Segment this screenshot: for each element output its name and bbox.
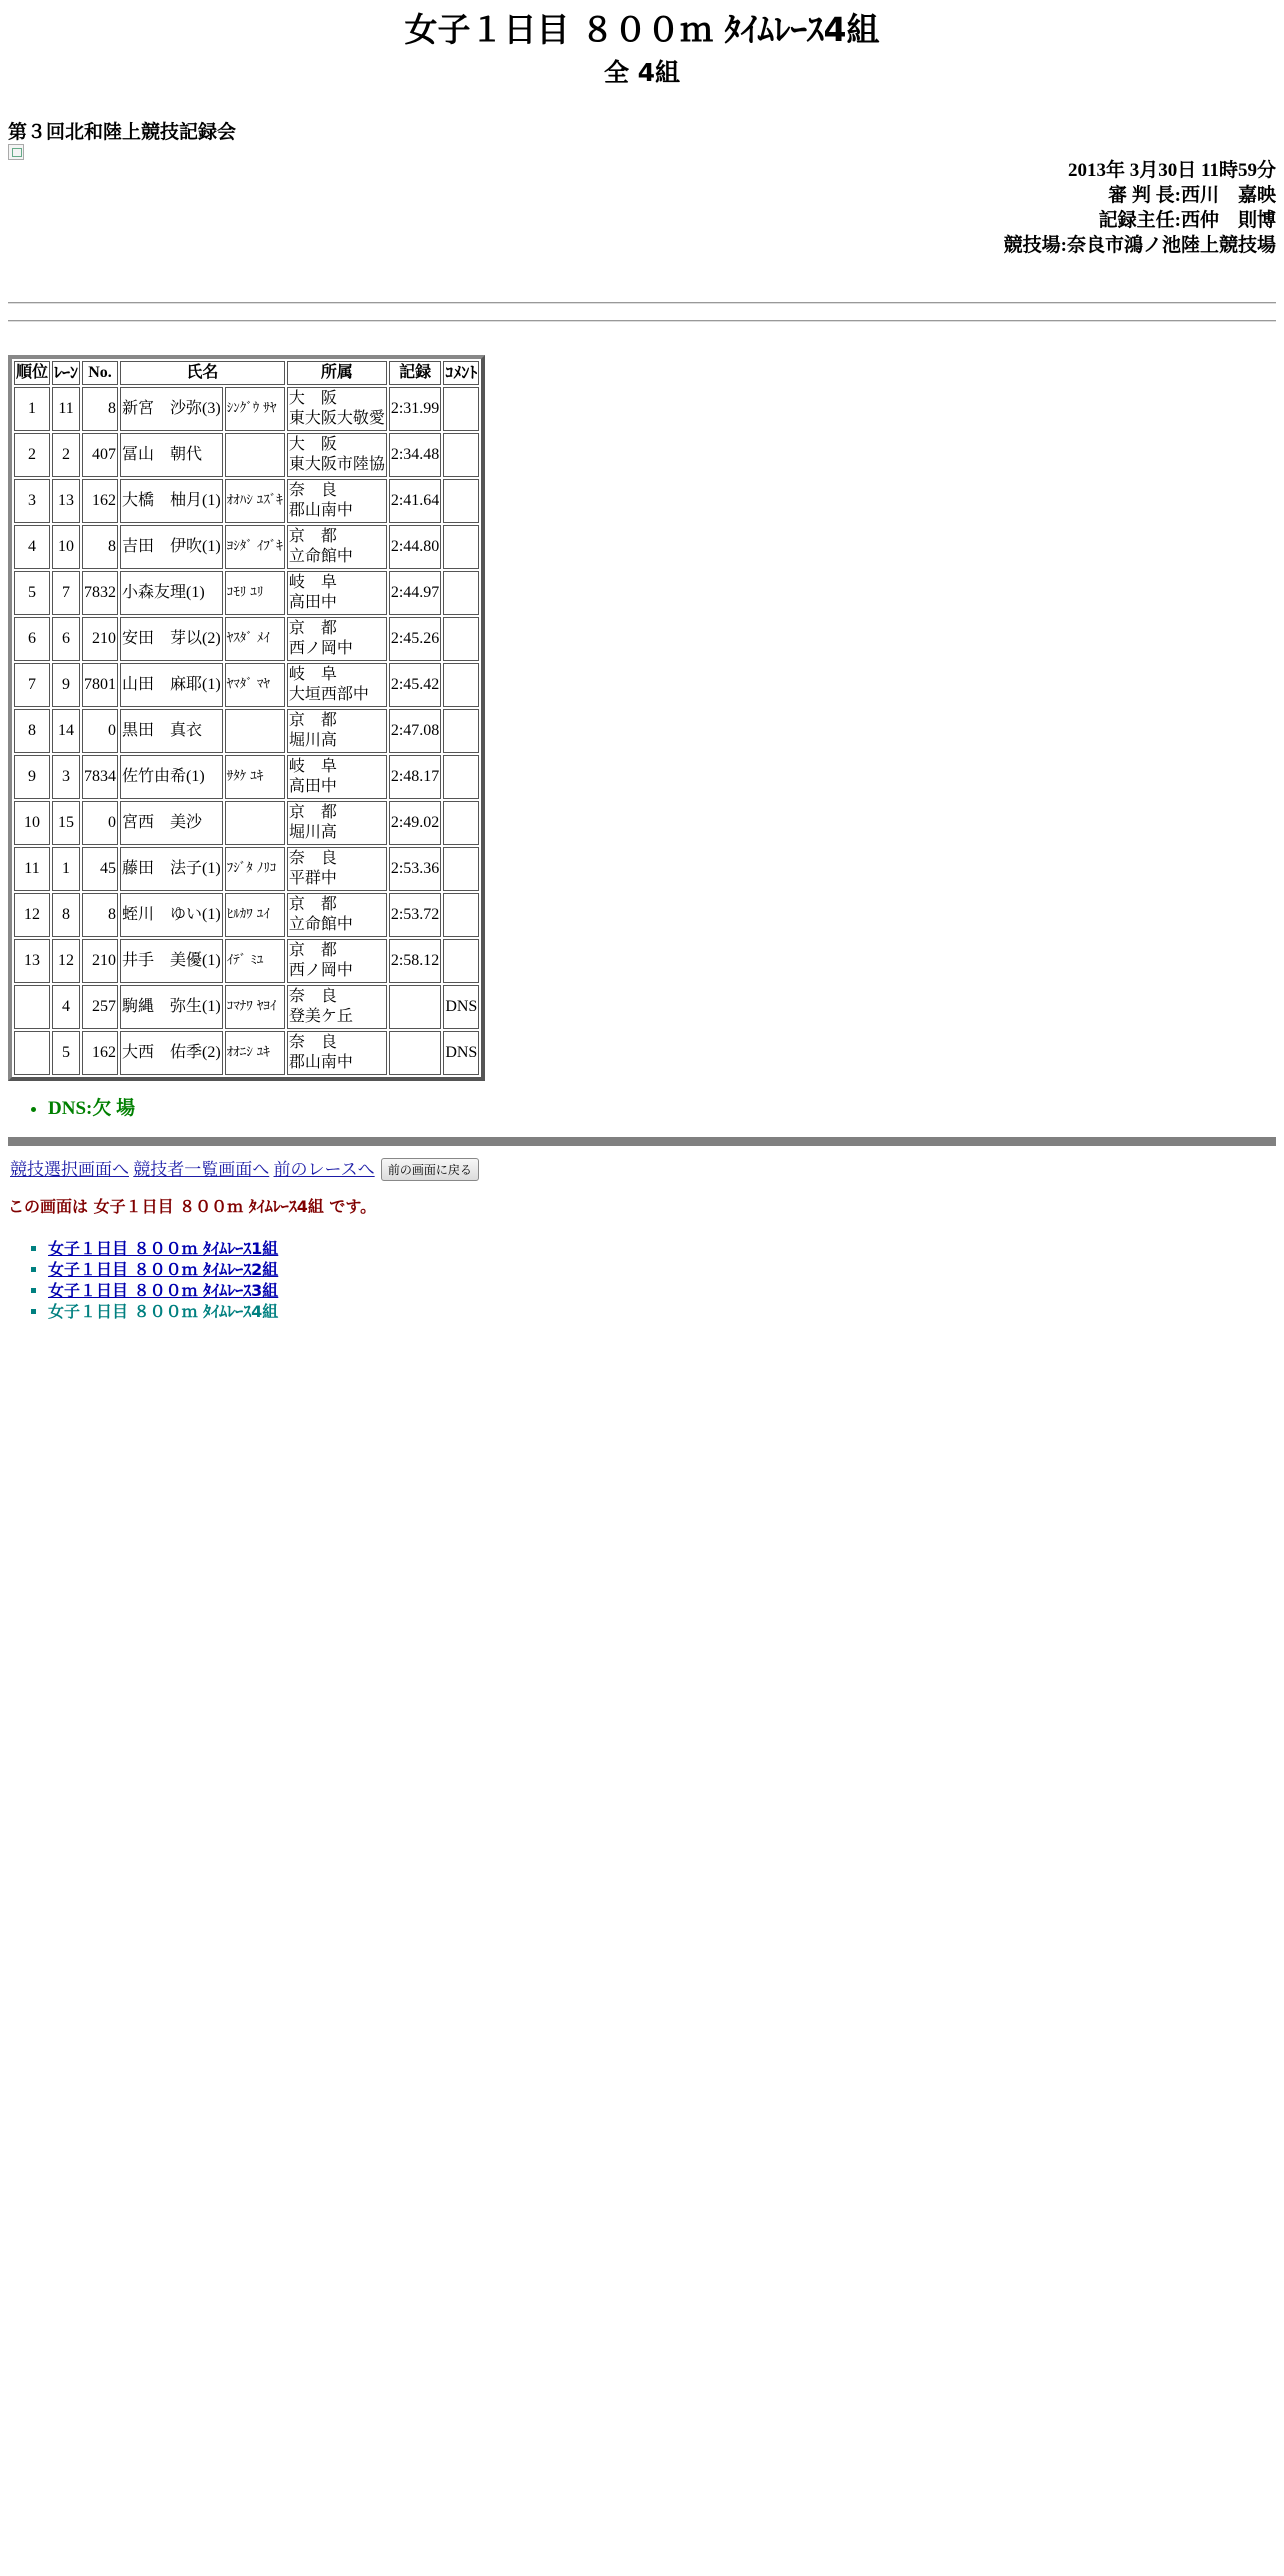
page-title: 女子１日目 ８００ｍ ﾀｲﾑﾚｰｽ4組 xyxy=(404,10,880,49)
cell-number: 7832 xyxy=(82,571,118,615)
cell-team: 堀川高 xyxy=(288,732,337,749)
cell-affiliation xyxy=(287,1031,387,1075)
cell-kana: ﾋﾙｶﾜ ﾕｲ xyxy=(225,893,285,937)
cell-number: 7834 xyxy=(82,755,118,799)
cell-number: 162 xyxy=(82,1031,118,1075)
cell-affiliation xyxy=(287,985,387,1029)
cell-team: 立命館中 xyxy=(288,548,353,565)
cell-number: 0 xyxy=(82,709,118,753)
cell-kana: ﾔﾏﾀﾞ ﾏﾔ xyxy=(225,663,285,707)
cell-record: 2:34.48 xyxy=(389,433,441,477)
cell-name: 山田 麻耶(1) xyxy=(120,663,223,707)
cell-lane: 6 xyxy=(52,617,80,661)
cell-prefecture: 大 阪 xyxy=(288,436,337,453)
race-link[interactable]: 女子１日目 ８００ｍ ﾀｲﾑﾚｰｽ2組 xyxy=(48,1260,279,1279)
cell-comment xyxy=(443,433,479,477)
cell-comment xyxy=(443,893,479,937)
cell-kana: ｼﾝｸﾞｳ ｻﾔ xyxy=(225,387,285,431)
cell-name: 小森友理(1) xyxy=(120,571,223,615)
cell-rank: 6 xyxy=(14,617,50,661)
cell-lane: 1 xyxy=(52,847,80,891)
cell-kana: ﾌｼﾞﾀ ﾉﾘｺ xyxy=(225,847,285,891)
cell-rank xyxy=(14,985,50,1029)
cell-team: 高田中 xyxy=(288,778,337,795)
cell-lane: 3 xyxy=(52,755,80,799)
table-row xyxy=(14,479,479,523)
cell-prefecture: 奈 良 xyxy=(288,988,337,1005)
cell-kana xyxy=(225,433,285,477)
cell-rank: 13 xyxy=(14,939,50,983)
cell-name: 蛭川 ゆい(1) xyxy=(120,893,223,937)
cell-team: 登美ケ丘 xyxy=(288,1008,353,1025)
cell-name: 佐竹由希(1) xyxy=(120,755,223,799)
table-row xyxy=(14,571,479,615)
cell-record: 2:44.97 xyxy=(389,571,441,615)
cell-number: 45 xyxy=(82,847,118,891)
cell-rank: 9 xyxy=(14,755,50,799)
cell-kana: ｺﾏﾅﾜ ﾔﾖｲ xyxy=(225,985,285,1029)
header-rank: 順位 xyxy=(14,361,50,385)
cell-lane: 8 xyxy=(52,893,80,937)
table-row xyxy=(14,433,479,477)
race-list-item xyxy=(48,1259,1284,1280)
header-affiliation: 所属 xyxy=(287,361,387,385)
cell-number: 0 xyxy=(82,801,118,845)
cell-rank: 5 xyxy=(14,571,50,615)
navigation xyxy=(10,1158,1284,1182)
cell-affiliation xyxy=(287,755,387,799)
broken-image-icon xyxy=(8,144,24,160)
cell-rank: 11 xyxy=(14,847,50,891)
cell-comment xyxy=(443,801,479,845)
cell-prefecture: 奈 良 xyxy=(288,482,337,499)
header-name: 氏名 xyxy=(120,361,285,385)
cell-kana xyxy=(225,709,285,753)
cell-team: 郡山南中 xyxy=(288,502,353,519)
cell-number: 407 xyxy=(82,433,118,477)
meet-recorder: 記録主任:西仲 則博 xyxy=(1098,210,1276,231)
link-event-select[interactable]: 競技選択画面へ xyxy=(10,1160,129,1179)
cell-record xyxy=(389,1031,441,1075)
cell-affiliation xyxy=(287,479,387,523)
cell-team: 堀川高 xyxy=(288,824,337,841)
cell-comment xyxy=(443,663,479,707)
cell-lane: 7 xyxy=(52,571,80,615)
current-page-note: この画面は 女子１日目 ８００ｍ ﾀｲﾑﾚｰｽ4組 です。 xyxy=(8,1197,377,1216)
cell-affiliation xyxy=(287,893,387,937)
cell-comment xyxy=(443,525,479,569)
results-table xyxy=(8,355,485,1081)
cell-affiliation xyxy=(287,617,387,661)
thick-divider xyxy=(8,1137,1276,1146)
table-row xyxy=(14,617,479,661)
cell-rank: 8 xyxy=(14,709,50,753)
race-list-item xyxy=(48,1238,1284,1259)
cell-name: 井手 美優(1) xyxy=(120,939,223,983)
race-list xyxy=(0,1238,1284,1322)
cell-kana xyxy=(225,801,285,845)
cell-rank: 3 xyxy=(14,479,50,523)
race-link[interactable]: 女子１日目 ８００ｍ ﾀｲﾑﾚｰｽ3組 xyxy=(48,1281,279,1300)
cell-record: 2:49.02 xyxy=(389,801,441,845)
cell-team: 西ノ岡中 xyxy=(288,640,353,657)
cell-name: 黒田 真衣 xyxy=(120,709,223,753)
cell-prefecture: 京 都 xyxy=(288,712,337,729)
cell-prefecture: 岐 阜 xyxy=(288,758,337,775)
cell-kana: ｻﾀｹ ﾕｷ xyxy=(225,755,285,799)
table-row xyxy=(14,709,479,753)
page-subtitle: 全 4組 xyxy=(603,58,681,87)
cell-lane: 12 xyxy=(52,939,80,983)
table-row xyxy=(14,847,479,891)
cell-kana: ｵｵﾊｼ ﾕｽﾞｷ xyxy=(225,479,285,523)
cell-record xyxy=(389,985,441,1029)
divider xyxy=(8,320,1276,322)
cell-rank: 1 xyxy=(14,387,50,431)
table-row xyxy=(14,939,479,983)
cell-lane: 11 xyxy=(52,387,80,431)
table-row xyxy=(14,801,479,845)
cell-rank: 10 xyxy=(14,801,50,845)
cell-name: 大橋 柚月(1) xyxy=(120,479,223,523)
cell-kana: ｺﾓﾘ ﾕﾘ xyxy=(225,571,285,615)
cell-comment xyxy=(443,479,479,523)
cell-prefecture: 京 都 xyxy=(288,528,337,545)
meet-name: 第３回北和陸上競技記録会 xyxy=(8,121,237,143)
cell-number: 210 xyxy=(82,617,118,661)
cell-record: 2:45.26 xyxy=(389,617,441,661)
divider xyxy=(8,302,1276,304)
cell-lane: 2 xyxy=(52,433,80,477)
cell-prefecture: 大 阪 xyxy=(288,390,337,407)
meet-venue: 競技場:奈良市鴻ノ池陸上競技場 xyxy=(1003,235,1276,256)
table-row xyxy=(14,1031,479,1075)
cell-name: 宮西 美沙 xyxy=(120,801,223,845)
table-header-row xyxy=(14,361,479,385)
header-number: No. xyxy=(82,361,118,385)
cell-kana: ﾔｽﾀﾞ ﾒｲ xyxy=(225,617,285,661)
header-lane: ﾚｰﾝ xyxy=(52,361,80,385)
race-link[interactable]: 女子１日目 ８００ｍ ﾀｲﾑﾚｰｽ1組 xyxy=(48,1239,279,1258)
cell-lane: 5 xyxy=(52,1031,80,1075)
cell-prefecture: 奈 良 xyxy=(288,850,337,867)
cell-kana: ｲﾃﾞ ﾐﾕ xyxy=(225,939,285,983)
cell-lane: 13 xyxy=(52,479,80,523)
results-body xyxy=(14,387,479,1075)
cell-record: 2:41.64 xyxy=(389,479,441,523)
cell-prefecture: 京 都 xyxy=(288,620,337,637)
cell-rank: 12 xyxy=(14,893,50,937)
meet-referee: 審 判 長:西川 嘉映 xyxy=(1108,185,1276,206)
cell-record: 2:45.42 xyxy=(389,663,441,707)
cell-record: 2:31.99 xyxy=(389,387,441,431)
cell-number: 8 xyxy=(82,525,118,569)
cell-rank: 2 xyxy=(14,433,50,477)
cell-prefecture: 京 都 xyxy=(288,804,337,821)
cell-affiliation xyxy=(287,663,387,707)
cell-affiliation xyxy=(287,847,387,891)
cell-number: 7801 xyxy=(82,663,118,707)
table-row xyxy=(14,663,479,707)
race-list-item xyxy=(48,1280,1284,1301)
cell-number: 162 xyxy=(82,479,118,523)
cell-number: 8 xyxy=(82,893,118,937)
cell-name: 吉田 伊吹(1) xyxy=(120,525,223,569)
cell-affiliation xyxy=(287,709,387,753)
cell-record: 2:47.08 xyxy=(389,709,441,753)
header-record: 記録 xyxy=(389,361,441,385)
cell-name: 駒縄 弥生(1) xyxy=(120,985,223,1029)
cell-affiliation xyxy=(287,387,387,431)
cell-prefecture: 京 都 xyxy=(288,942,337,959)
cell-prefecture: 岐 阜 xyxy=(288,666,337,683)
cell-kana: ｵｵﾆｼ ﾕｷ xyxy=(225,1031,285,1075)
table-row xyxy=(14,985,479,1029)
cell-name: 藤田 法子(1) xyxy=(120,847,223,891)
cell-lane: 4 xyxy=(52,985,80,1029)
back-button[interactable]: 前の画面に戻る xyxy=(381,1158,479,1181)
cell-name: 新宮 沙弥(3) xyxy=(120,387,223,431)
cell-rank: 4 xyxy=(14,525,50,569)
cell-team: 郡山南中 xyxy=(288,1054,353,1071)
cell-team: 平群中 xyxy=(288,870,337,887)
legend-list xyxy=(0,1097,1284,1121)
cell-lane: 9 xyxy=(52,663,80,707)
cell-rank xyxy=(14,1031,50,1075)
cell-comment xyxy=(443,709,479,753)
cell-prefecture: 京 都 xyxy=(288,896,337,913)
table-row xyxy=(14,387,479,431)
cell-lane: 15 xyxy=(52,801,80,845)
cell-name: 安田 芽以(2) xyxy=(120,617,223,661)
table-row xyxy=(14,525,479,569)
table-row xyxy=(14,755,479,799)
cell-team: 高田中 xyxy=(288,594,337,611)
legend-dns: • DNS:欠 場 xyxy=(48,1097,1284,1121)
cell-kana: ﾖｼﾀﾞ ｲﾌﾞｷ xyxy=(225,525,285,569)
cell-name: 大西 佑季(2) xyxy=(120,1031,223,1075)
cell-record: 2:58.12 xyxy=(389,939,441,983)
cell-number: 8 xyxy=(82,387,118,431)
cell-team: 西ノ岡中 xyxy=(288,962,353,979)
cell-comment xyxy=(443,755,479,799)
cell-prefecture: 岐 阜 xyxy=(288,574,337,591)
cell-number: 257 xyxy=(82,985,118,1029)
table-row xyxy=(14,893,479,937)
meet-datetime: 2013年 3月30日 11時59分 xyxy=(1068,160,1276,181)
cell-affiliation xyxy=(287,939,387,983)
cell-comment xyxy=(443,387,479,431)
link-previous-race[interactable]: 前のレースへ xyxy=(273,1160,375,1179)
meet-info xyxy=(0,158,1276,258)
race-current: 女子１日目 ８００ｍ ﾀｲﾑﾚｰｽ4組 xyxy=(48,1302,279,1321)
cell-team: 東大阪大敬愛 xyxy=(288,410,385,427)
cell-rank: 7 xyxy=(14,663,50,707)
cell-record: 2:48.17 xyxy=(389,755,441,799)
cell-comment: DNS xyxy=(443,985,479,1029)
cell-lane: 10 xyxy=(52,525,80,569)
header-comment: ｺﾒﾝﾄ xyxy=(443,361,479,385)
cell-affiliation xyxy=(287,571,387,615)
cell-team: 立命館中 xyxy=(288,916,353,933)
link-competitor-list[interactable]: 競技者一覧画面へ xyxy=(133,1160,270,1179)
cell-prefecture: 奈 良 xyxy=(288,1034,337,1051)
cell-comment xyxy=(443,617,479,661)
cell-comment xyxy=(443,939,479,983)
cell-comment xyxy=(443,571,479,615)
cell-lane: 14 xyxy=(52,709,80,753)
cell-name: 冨山 朝代 xyxy=(120,433,223,477)
cell-team: 東大阪市陸協 xyxy=(288,456,385,473)
cell-number: 210 xyxy=(82,939,118,983)
cell-affiliation xyxy=(287,433,387,477)
cell-record: 2:44.80 xyxy=(389,525,441,569)
cell-team: 大垣西部中 xyxy=(288,686,369,703)
cell-comment xyxy=(443,847,479,891)
cell-affiliation xyxy=(287,525,387,569)
race-list-item xyxy=(48,1301,1284,1322)
cell-comment: DNS xyxy=(443,1031,479,1075)
cell-record: 2:53.72 xyxy=(389,893,441,937)
cell-record: 2:53.36 xyxy=(389,847,441,891)
cell-affiliation xyxy=(287,801,387,845)
